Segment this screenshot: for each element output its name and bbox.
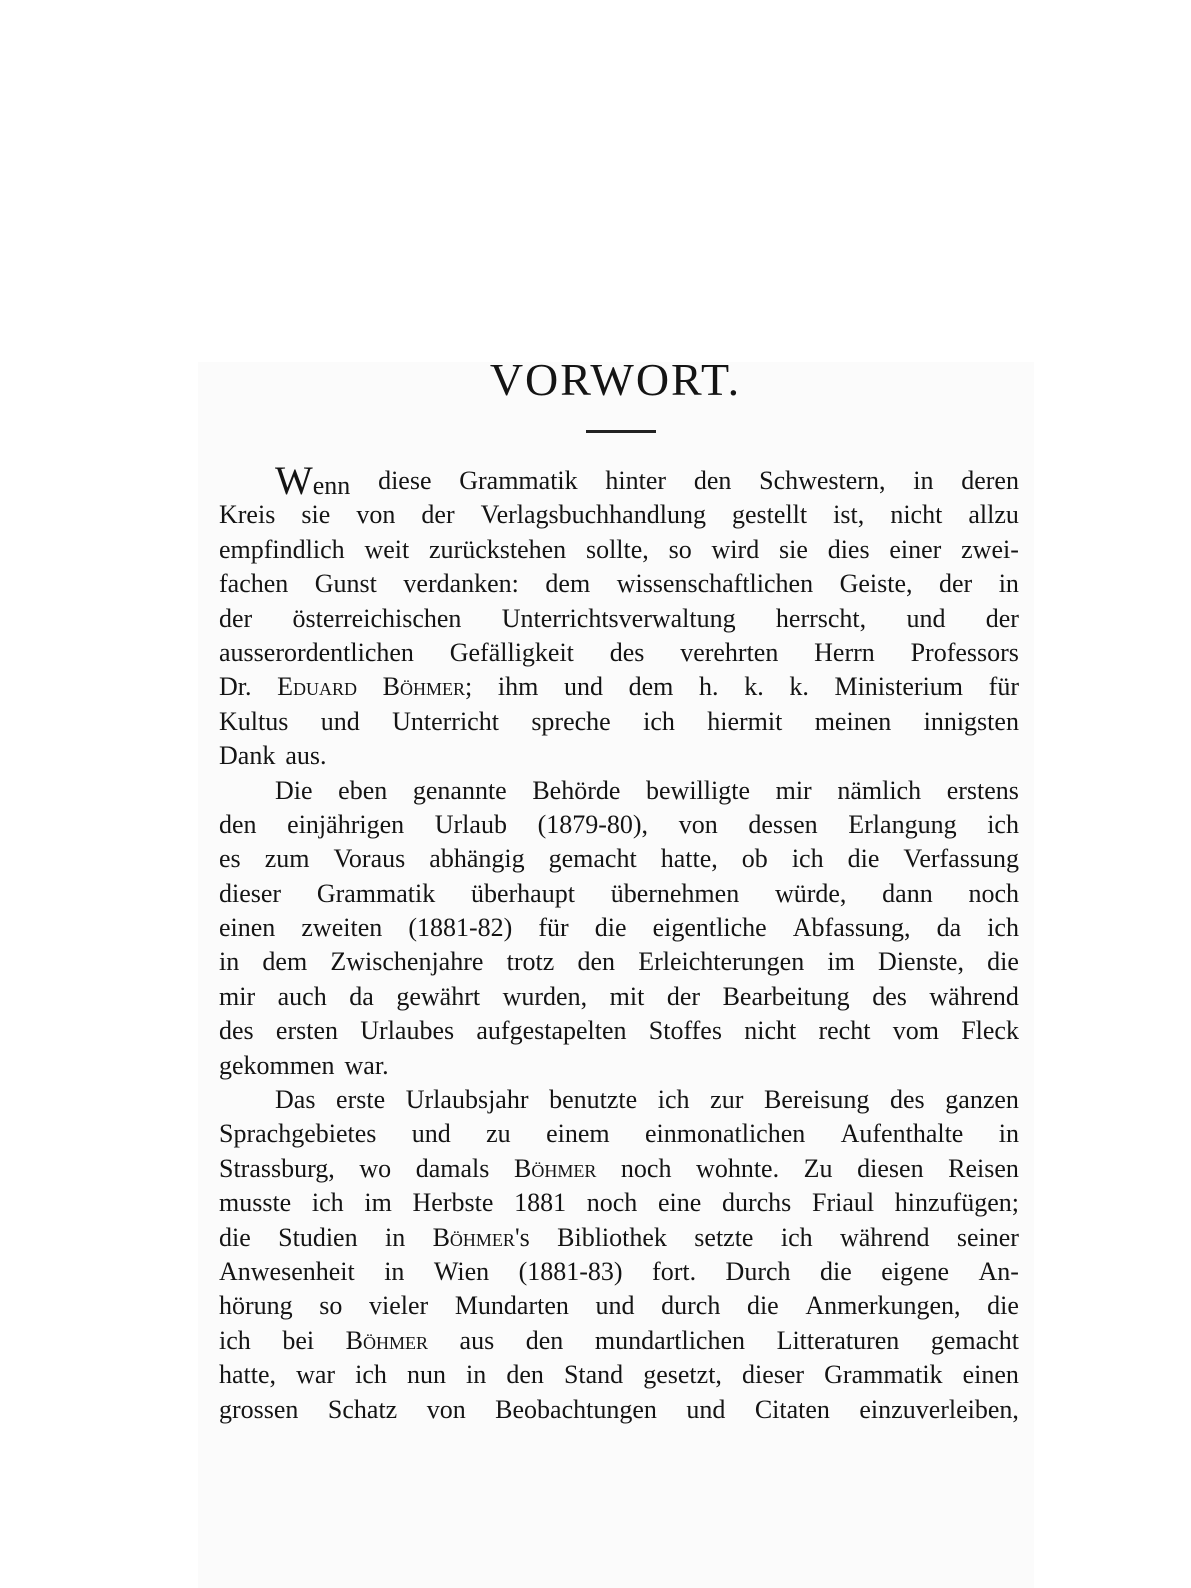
text-line xyxy=(219,705,1019,739)
word: ist, xyxy=(833,500,865,530)
word: so xyxy=(668,534,692,564)
word: Grammatik xyxy=(824,1360,943,1390)
word: Gefälligkeit xyxy=(449,637,574,667)
word: gemacht xyxy=(548,844,637,874)
text-line xyxy=(219,1014,1019,1048)
paragraph xyxy=(219,458,1019,774)
text-line xyxy=(219,1152,1019,1186)
word: noch xyxy=(586,1188,638,1218)
word: Grammatik xyxy=(459,466,578,495)
word: den xyxy=(525,1325,564,1355)
word: hinter xyxy=(605,466,667,495)
word: der xyxy=(219,603,253,633)
text-line xyxy=(219,533,1019,567)
word: des xyxy=(219,1016,254,1046)
word: und xyxy=(564,672,603,702)
word: Dr. xyxy=(219,672,252,702)
word: musste xyxy=(219,1188,292,1218)
word: Herbste xyxy=(412,1188,494,1218)
word: dann xyxy=(882,878,933,908)
word: abhängig xyxy=(429,844,525,874)
text-line xyxy=(219,980,1019,1014)
word: vieler xyxy=(369,1291,429,1321)
word: für xyxy=(988,672,1019,702)
word: und xyxy=(906,603,946,633)
word: des xyxy=(890,1085,925,1115)
word: Reisen xyxy=(948,1153,1019,1183)
paragraph xyxy=(219,1083,1019,1427)
text-line xyxy=(219,1289,1019,1323)
text-line xyxy=(219,1221,1019,1255)
word: Strassburg, xyxy=(219,1153,335,1183)
word: einen xyxy=(219,913,276,943)
word: diese xyxy=(378,466,432,495)
word: Zu xyxy=(803,1153,833,1183)
word: ich xyxy=(311,1188,344,1218)
word: Eduard xyxy=(277,672,358,702)
word: k. xyxy=(789,672,809,702)
word: während xyxy=(839,1222,930,1252)
word: Dienste, xyxy=(878,947,964,977)
text-line xyxy=(219,1393,1019,1427)
word: den xyxy=(693,466,732,495)
word: Erlangung xyxy=(848,809,957,839)
text-line xyxy=(219,739,1019,773)
word: grossen xyxy=(219,1394,299,1424)
word: durchs xyxy=(721,1188,792,1218)
word: einzuverleiben, xyxy=(859,1394,1019,1424)
word: für xyxy=(538,913,569,943)
word: ich xyxy=(987,913,1019,943)
word: hatte, xyxy=(660,844,718,874)
text-line xyxy=(219,458,1019,503)
word: Voraus xyxy=(333,844,406,874)
word: (1881-83) xyxy=(518,1256,623,1286)
word: innigsten xyxy=(923,706,1019,736)
word: gemacht xyxy=(930,1325,1019,1355)
word: Studien xyxy=(278,1222,358,1252)
word: Böhmer's xyxy=(432,1222,530,1252)
text-line xyxy=(219,1324,1019,1358)
word: wissenschaftlichen xyxy=(616,569,814,599)
word: zur xyxy=(710,1085,744,1115)
word: hörung xyxy=(219,1291,293,1321)
word: ihm xyxy=(497,672,539,702)
word: Friaul xyxy=(812,1188,875,1218)
word: nicht xyxy=(744,1016,797,1046)
word: Verlagsbuchhandlung xyxy=(480,500,706,530)
word: 1881 xyxy=(514,1188,567,1218)
word: übernehmen xyxy=(610,878,740,908)
word: da xyxy=(936,913,962,943)
word: die xyxy=(746,1291,779,1321)
word: eigene xyxy=(881,1256,950,1286)
word: von xyxy=(356,500,396,530)
word: der xyxy=(666,981,701,1011)
word: sie xyxy=(301,500,331,530)
word: war xyxy=(296,1360,336,1390)
paragraph xyxy=(219,774,1019,1084)
word: zurückstehen xyxy=(429,534,567,564)
word: von xyxy=(426,1394,466,1424)
word: nämlich xyxy=(837,775,922,805)
word: zum xyxy=(264,844,310,874)
word: mundartlichen xyxy=(594,1325,746,1355)
word: die xyxy=(847,844,880,874)
word: seiner xyxy=(956,1222,1019,1252)
word: war. xyxy=(344,1050,389,1080)
word: österreichischen xyxy=(292,603,462,633)
word: eigentliche xyxy=(652,913,767,943)
text-line xyxy=(219,498,1019,532)
word: den xyxy=(506,1360,544,1390)
word: Unterrichtsverwaltung xyxy=(501,603,736,633)
word: Kultus xyxy=(219,706,289,736)
word: gekommen xyxy=(219,1050,335,1080)
word: sie xyxy=(779,534,808,564)
word: hatte, xyxy=(219,1360,277,1390)
word: aus xyxy=(459,1325,495,1355)
word: Urlaubes xyxy=(360,1016,455,1046)
word: würde, xyxy=(774,878,847,908)
word: allzu xyxy=(968,500,1019,530)
word: im xyxy=(364,1188,392,1218)
word: fachen xyxy=(219,569,289,599)
word: meinen xyxy=(814,706,892,736)
word: dessen xyxy=(748,809,818,839)
word: ich xyxy=(791,844,824,874)
word: An- xyxy=(978,1256,1019,1286)
word: Verfassung xyxy=(903,844,1019,874)
word: deren xyxy=(961,466,1019,495)
word: Anmerkungen, xyxy=(805,1291,961,1321)
word: noch xyxy=(968,878,1019,908)
text-line xyxy=(219,842,1019,876)
word: und xyxy=(411,1119,451,1149)
word: k. xyxy=(744,672,764,702)
word: ob xyxy=(741,844,768,874)
word: bei xyxy=(282,1325,315,1355)
word: dem xyxy=(628,672,674,702)
word: Schwestern, xyxy=(759,466,886,495)
text-line xyxy=(219,567,1019,601)
word: durch xyxy=(661,1291,721,1321)
word: Ministerium xyxy=(834,672,964,702)
word: wird xyxy=(711,534,760,564)
text-line xyxy=(219,1049,1019,1083)
word: ich xyxy=(780,1222,813,1252)
word: ich xyxy=(643,706,675,736)
word: noch xyxy=(620,1153,672,1183)
word: einmonatlichen xyxy=(644,1119,806,1149)
title-rule xyxy=(586,430,656,433)
word: auch xyxy=(277,981,327,1011)
word: einjährigen xyxy=(287,809,405,839)
word: aufgestapelten xyxy=(476,1016,627,1046)
word: trotz xyxy=(506,947,555,977)
word: Citaten xyxy=(754,1394,830,1424)
word: verdanken: xyxy=(403,569,519,599)
word: Böhmer xyxy=(513,1153,597,1183)
word: Urlaubsjahr xyxy=(405,1085,529,1115)
word: Stand xyxy=(563,1360,624,1390)
word: der xyxy=(421,500,455,530)
word: den xyxy=(219,809,257,839)
text-line xyxy=(219,911,1019,945)
word: die xyxy=(819,1256,852,1286)
word: Gunst xyxy=(314,569,377,599)
word: Geiste, xyxy=(839,569,913,599)
word: wo xyxy=(359,1153,392,1183)
word: recht xyxy=(818,1016,871,1046)
word: in xyxy=(913,466,934,495)
word: nicht xyxy=(890,500,943,530)
word: und xyxy=(595,1291,635,1321)
text-line xyxy=(219,1358,1019,1392)
word: zweiten xyxy=(301,913,383,943)
word: Böhmer xyxy=(345,1325,428,1355)
word: Wenn xyxy=(275,458,351,503)
word: ich xyxy=(657,1085,690,1115)
word: fort. xyxy=(652,1256,697,1286)
word: dies xyxy=(827,534,870,564)
word: eine xyxy=(657,1188,702,1218)
text-line xyxy=(219,1255,1019,1289)
word: vom xyxy=(892,1016,939,1046)
word: gesetzt, xyxy=(643,1360,722,1390)
word: Erleichterungen xyxy=(638,947,805,977)
word: benutzte xyxy=(549,1085,638,1115)
word: diesen xyxy=(857,1153,924,1183)
word: in xyxy=(384,1222,406,1252)
word: den xyxy=(577,947,615,977)
word: einer xyxy=(889,534,942,564)
word: des xyxy=(609,637,645,667)
word: ich xyxy=(219,1325,251,1355)
word: in xyxy=(466,1360,487,1390)
word: Bearbeitung xyxy=(722,981,850,1011)
word: spreche xyxy=(531,706,611,736)
word: verehrten xyxy=(680,637,779,667)
word: in xyxy=(998,1119,1019,1149)
word: Das xyxy=(275,1085,316,1115)
word: nun xyxy=(406,1360,446,1390)
word: mir xyxy=(219,981,256,1011)
word: Durch xyxy=(725,1256,791,1286)
word: Abfassung, xyxy=(792,913,911,943)
word: ich xyxy=(987,809,1019,839)
word: (1879-80), xyxy=(537,809,649,839)
word: Professors xyxy=(910,637,1019,667)
text-line xyxy=(219,1117,1019,1151)
word: Die xyxy=(275,775,313,805)
word: Böhmer; xyxy=(382,672,473,702)
word: ganzen xyxy=(945,1085,1019,1115)
word: und xyxy=(686,1394,726,1424)
word: zu xyxy=(486,1119,511,1149)
word: dieser xyxy=(219,878,282,908)
word: Anwesenheit xyxy=(219,1256,355,1286)
word: wohnte. xyxy=(696,1153,780,1183)
word: so xyxy=(319,1291,343,1321)
page-title: VORWORT. xyxy=(489,354,742,405)
word: empfindlich xyxy=(219,534,345,564)
text-line xyxy=(219,808,1019,842)
word: der xyxy=(985,603,1019,633)
word: erste xyxy=(336,1085,386,1115)
text-line xyxy=(219,602,1019,636)
word: einem xyxy=(546,1119,610,1149)
word: gestellt xyxy=(732,500,808,530)
word: mit xyxy=(609,981,645,1011)
word: Grammatik xyxy=(316,878,436,908)
text-line xyxy=(219,877,1019,911)
word: der xyxy=(939,569,973,599)
word: bewilligte xyxy=(646,775,750,805)
word: hinzufügen; xyxy=(894,1188,1019,1218)
word: herrscht, xyxy=(775,603,867,633)
word: die xyxy=(987,947,1019,977)
word: Beobachtungen xyxy=(495,1394,657,1424)
word: Aufenthalte xyxy=(840,1119,964,1149)
word: ich xyxy=(355,1360,387,1390)
word: sollte, xyxy=(585,534,649,564)
word: im xyxy=(827,947,855,977)
word: Wien xyxy=(433,1256,490,1286)
text-line xyxy=(219,636,1019,670)
word: einen xyxy=(962,1360,1019,1390)
word: Mundarten xyxy=(454,1291,569,1321)
word: da xyxy=(349,981,374,1011)
word: Sprachgebietes xyxy=(219,1119,377,1149)
text-line xyxy=(219,1186,1019,1220)
word: Kreis xyxy=(219,500,276,530)
word: weit xyxy=(364,534,410,564)
word: aus. xyxy=(285,741,327,771)
word: es xyxy=(219,844,241,874)
word: dieser xyxy=(741,1360,805,1390)
word: ersten xyxy=(275,1016,339,1046)
word: genannte xyxy=(412,775,507,805)
word: wurden, xyxy=(502,981,588,1011)
word: hiermit xyxy=(707,706,783,736)
word: in xyxy=(998,569,1019,599)
word: Dank xyxy=(219,741,276,771)
word: Zwischenjahre xyxy=(330,947,484,977)
word: die xyxy=(219,1222,251,1252)
word: mir xyxy=(775,775,812,805)
word: dem xyxy=(545,569,591,599)
word: damals xyxy=(415,1153,490,1183)
word: von xyxy=(678,809,718,839)
word: und xyxy=(320,706,360,736)
word: setzte xyxy=(694,1222,754,1252)
word: Litteraturen xyxy=(776,1325,900,1355)
word: des xyxy=(872,981,907,1011)
word: die xyxy=(594,913,627,943)
word: Fleck xyxy=(961,1016,1019,1046)
word: in xyxy=(219,947,240,977)
word: Bibliothek xyxy=(557,1222,667,1252)
word: Behörde xyxy=(532,775,621,805)
word: eben xyxy=(338,775,388,805)
text-line xyxy=(219,774,1019,808)
word: h. xyxy=(699,672,719,702)
word: zwei- xyxy=(961,534,1019,564)
word: Unterricht xyxy=(392,706,499,736)
word: Schatz xyxy=(327,1394,398,1424)
word: gewährt xyxy=(396,981,481,1011)
word: Bereisung xyxy=(763,1085,870,1115)
word: Herrn xyxy=(814,637,875,667)
word: erstens xyxy=(946,775,1019,805)
word: (1881-82) xyxy=(408,913,513,943)
word: überhaupt xyxy=(470,878,575,908)
text-line xyxy=(219,670,1019,704)
word: die xyxy=(987,1291,1019,1321)
word: in xyxy=(384,1256,405,1286)
word: Urlaub xyxy=(434,809,507,839)
word: während xyxy=(929,981,1019,1011)
word: dem xyxy=(262,947,308,977)
text-line xyxy=(219,1083,1019,1117)
word: ausserordentlichen xyxy=(219,637,414,667)
body-text xyxy=(219,458,1019,1427)
word: Stoffes xyxy=(648,1016,722,1046)
text-line xyxy=(219,945,1019,979)
